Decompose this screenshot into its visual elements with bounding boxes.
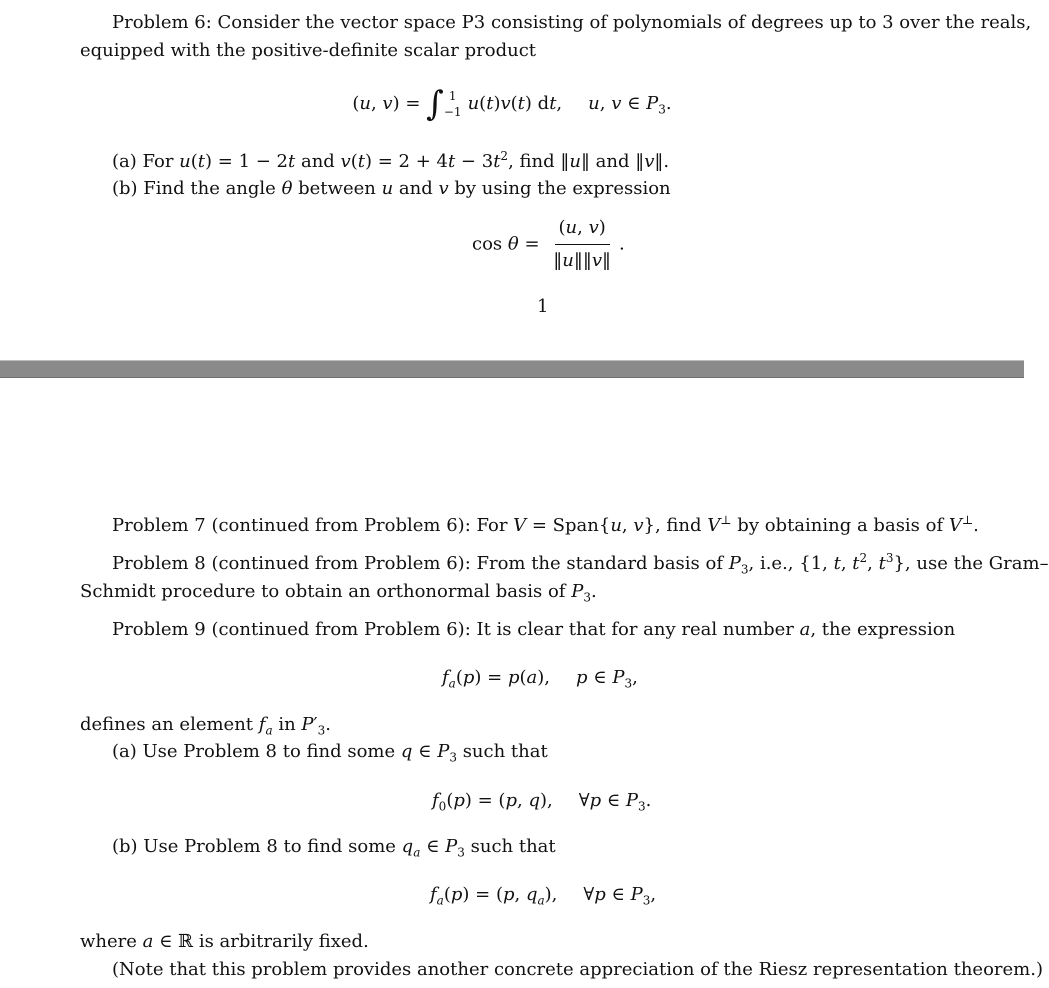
problem-9-part-b: (b) Use Problem 8 to find some $q_a$ ∈ $P_3$ such that [112,836,556,860]
problem-9-note: (Note that this problem provides another concrete appreciation of the Riesz representation theorem.) [112,959,1043,980]
problem-8-line-2: Schmidt procedure to obtain an orthonormal basis of $P_3$. [80,581,597,605]
problem-6-intro-line-1: Problem 6: Consider the vector space P3 consisting of polynomials of degrees up to 3 over the reals, [112,12,1032,33]
problem-9-defines: defines an element $f_a$ in $P'_3$. [80,714,331,738]
cosine-formula: cos θ = $\frac{(u, v)}{‖u‖‖v‖}$ . [472,214,625,275]
scalar-product-equation: (u, v) = ∫ 1 −1 u(t)v(t) dt, u, v ∈ $P_3$. [352,84,672,124]
problem-9-line-1: Problem 9 (continued from Problem 6): It is clear that for any real number a, the expression [112,619,956,640]
problem-6-part-a: (a) For u(t) = 1 − 2t and $v(t) = 2 + 4t - 3t^2$, find ‖u‖ and ‖v‖. [112,149,670,172]
problem-9-part-a: (a) Use Problem 8 to find some q ∈ $P_3$ such that [112,741,548,765]
document-page-1 [0,0,1032,360]
problem-8-line-1: Problem 8 (continued from Problem 6): From the standard basis of $P_3$, i.e., {1, t, $t^2$, $t^3$}, use the Gram– [112,551,1049,577]
evaluation-functional-equation: $f_a(p) = p(a)$, p ∈ $P_3$, [442,667,638,691]
riesz-equation-fa: $f_a(p) = (p$, $q_a$), ∀p ∈ $P_3$, [430,884,657,908]
riesz-equation-f0: $f_0(p) = (p$, q), ∀p ∈ $P_3$. [432,790,652,814]
problem-9-where: where a ∈ ℝ is arbitrarily fixed. [80,931,369,952]
document-page-2 [0,378,1049,988]
problem-6-part-b: (b) Find the angle θ between u and v by using the expression [112,178,671,199]
problem-6-intro-line-2: equipped with the positive-definite scalar product [80,40,537,61]
problem-7-text: Problem 7 (continued from Problem 6): For V = Span{u, v}, find V⊥ by obtaining a basis of V⊥. [112,513,979,536]
page-divider [0,360,1024,378]
page-number: 1 [537,296,549,317]
